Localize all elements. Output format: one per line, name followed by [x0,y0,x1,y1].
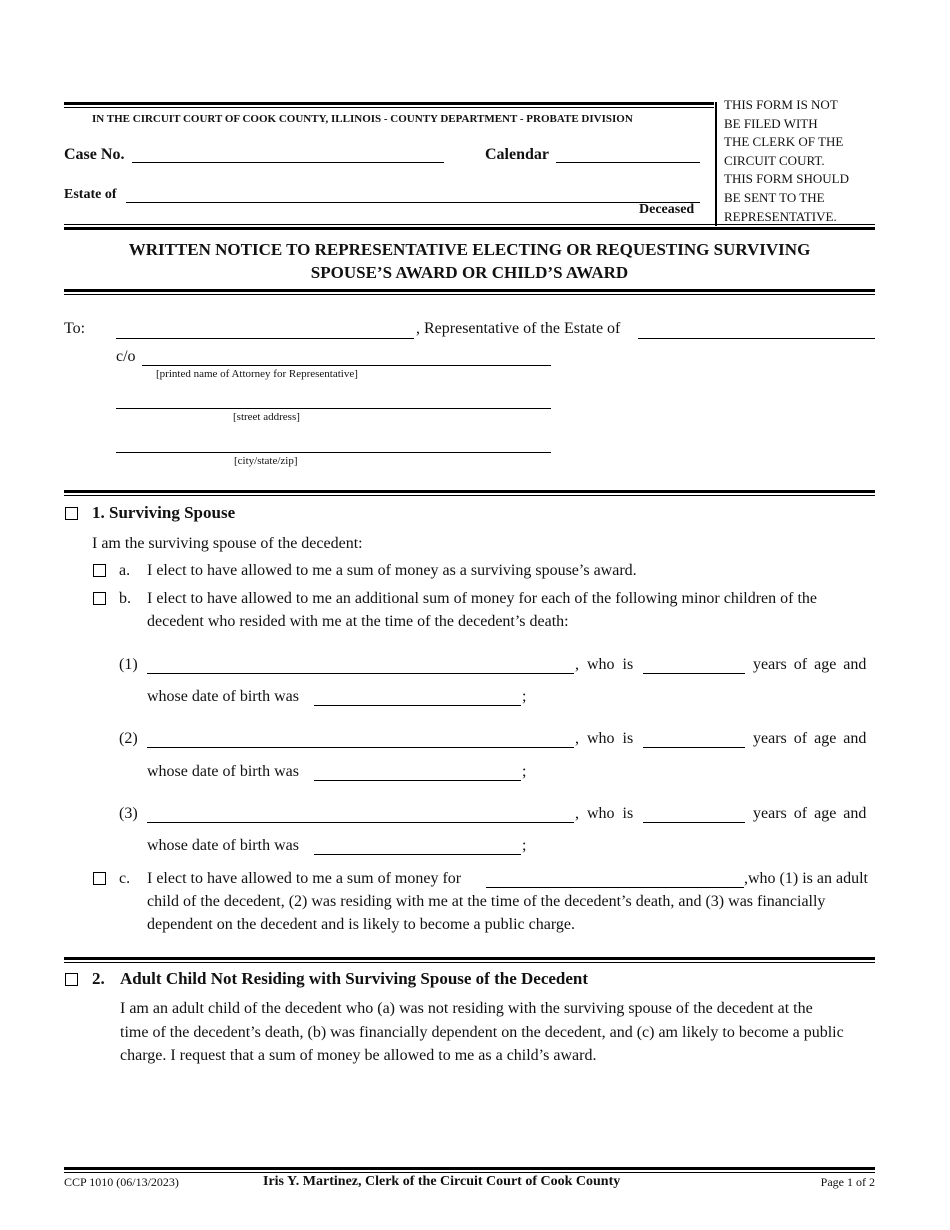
child-name-field[interactable] [147,673,574,674]
adult-child-name-field[interactable] [486,887,744,888]
section1-heading: 1. Surviving Spouse [92,503,236,522]
title-line-1: WRITTEN NOTICE TO REPRESENTATIVE ELECTING OR REQUESTING SURVIVING [128,240,811,259]
child-age-field[interactable] [643,822,745,823]
title-rule-thin [64,294,875,295]
option-c-checkbox[interactable] [93,872,106,885]
header-bottom-rule [64,227,875,230]
representative-text: , Representative of the Estate of [416,320,621,337]
case-no-label: Case No. [64,146,125,163]
option-b-text-1: I elect to have allowed to me an additional sum of money for each of the following minor children of the [147,590,818,607]
section1-checkbox[interactable] [65,507,78,520]
header-top-rule [64,102,714,105]
child-dob-field[interactable] [314,780,521,781]
co-label: c/o [116,348,136,365]
years-text: years of age and [753,805,867,822]
option-a-checkbox[interactable] [93,564,106,577]
calendar-field[interactable] [556,162,700,163]
option-b-checkbox[interactable] [93,592,106,605]
estate-field[interactable] [126,202,700,203]
street-address-field[interactable] [116,408,551,409]
child-dob-field[interactable] [314,705,521,706]
calendar-label: Calendar [485,146,549,163]
semicolon: ; [522,837,527,854]
to-label: To: [64,320,86,337]
who-is-text: , who is [575,730,634,747]
section2-checkbox[interactable] [65,973,78,986]
notice-line: BE FILED WITH [724,115,818,131]
clerk-name: Iris Y. Martinez, Clerk of the Circuit Court of Cook County [263,1174,621,1189]
section2-top-rule-thin [64,962,875,963]
option-a-text: I elect to have allowed to me a sum of money as a surviving spouse’s award. [147,562,637,579]
city-caption: [city/state/zip] [234,455,298,467]
option-c-text-2: child of the decedent, (2) was residing with me at the time of the decedent’s death, and (3) was financially [147,893,826,910]
notice-line: THIS FORM IS NOT [724,97,838,112]
child-age-field[interactable] [643,673,745,674]
street-caption: [street address] [233,411,300,423]
option-b-label: b. [119,590,131,607]
dob-label: whose date of birth was [147,837,299,854]
form-id: CCP 1010 (06/13/2023) [64,1175,179,1189]
estate-name-field[interactable] [638,338,875,339]
child-age-field[interactable] [643,747,745,748]
notice-line: THIS FORM SHOULD [724,171,849,187]
who-is-text: , who is [575,656,634,673]
child-number: (2) [119,730,138,747]
page-number: Page 1 of 2 [820,1175,875,1189]
notice-line: REPRESENTATIVE. [724,208,837,224]
who-is-text: , who is [575,805,634,822]
case-no-field[interactable] [132,162,444,163]
title-rule [64,289,875,292]
notice-line: BE SENT TO THE [724,189,825,205]
option-c-text-3: dependent on the decedent and is likely to become a public charge. [147,916,575,933]
section2-heading: Adult Child Not Residing with Surviving Spouse of the Decedent [120,969,589,988]
attorney-caption: [printed name of Attorney for Representative] [156,368,358,380]
dob-label: whose date of birth was [147,763,299,780]
title-line-2: SPOUSE’S AWARD OR CHILD’S AWARD [310,263,629,282]
child-number: (1) [119,656,138,673]
section2-text-2: time of the decedent’s death, (b) was financially dependent on the decedent, and (c) am likely to become a public [120,1024,844,1041]
city-state-zip-field[interactable] [116,452,551,453]
option-c-text-post: ,who (1) is an adult [744,870,868,887]
section1-top-rule [64,490,875,493]
section1-top-rule-thin [64,495,875,496]
header-divider [715,102,717,226]
attorney-name-field[interactable] [142,365,551,366]
option-c-text-pre: I elect to have allowed to me a sum of money for [147,870,462,887]
option-c-label: c. [119,870,131,887]
child-dob-field[interactable] [314,854,521,855]
section2-top-rule [64,957,875,960]
semicolon: ; [522,763,527,780]
header-bottom-rule-thin [64,224,875,225]
form-title [64,238,875,284]
child-number: (3) [119,805,138,822]
years-text: years of age and [753,730,867,747]
option-a-label: a. [119,562,131,579]
semicolon: ; [522,688,527,705]
child-name-field[interactable] [147,747,574,748]
filing-notice [724,96,874,226]
footer-rule [64,1167,875,1170]
section2-text-1: I am an adult child of the decedent who (a) was not residing with the surviving spouse of the decedent at the [120,1000,813,1017]
section1-intro: I am the surviving spouse of the decedent: [92,535,363,552]
years-text: years of age and [753,656,867,673]
option-b-text-2: decedent who resided with me at the time of the decedent’s death: [147,613,569,630]
section2-number: 2. [92,969,105,988]
dob-label: whose date of birth was [147,688,299,705]
section2-text-3: charge. I request that a sum of money be allowed to me as a child’s award. [120,1047,597,1064]
child-name-field[interactable] [147,822,574,823]
footer-rule-thin [64,1172,875,1173]
court-caption: IN THE CIRCUIT COURT OF COOK COUNTY, ILLINOIS - COUNTY DEPARTMENT - PROBATE DIVISION [92,113,633,125]
notice-line: CIRCUIT COURT. [724,152,825,168]
deceased-label: Deceased [639,202,695,217]
representative-name-field[interactable] [116,338,414,339]
header-top-rule-thin [64,107,714,108]
estate-label: Estate of [64,187,117,202]
notice-line: THE CLERK OF THE [724,134,844,150]
